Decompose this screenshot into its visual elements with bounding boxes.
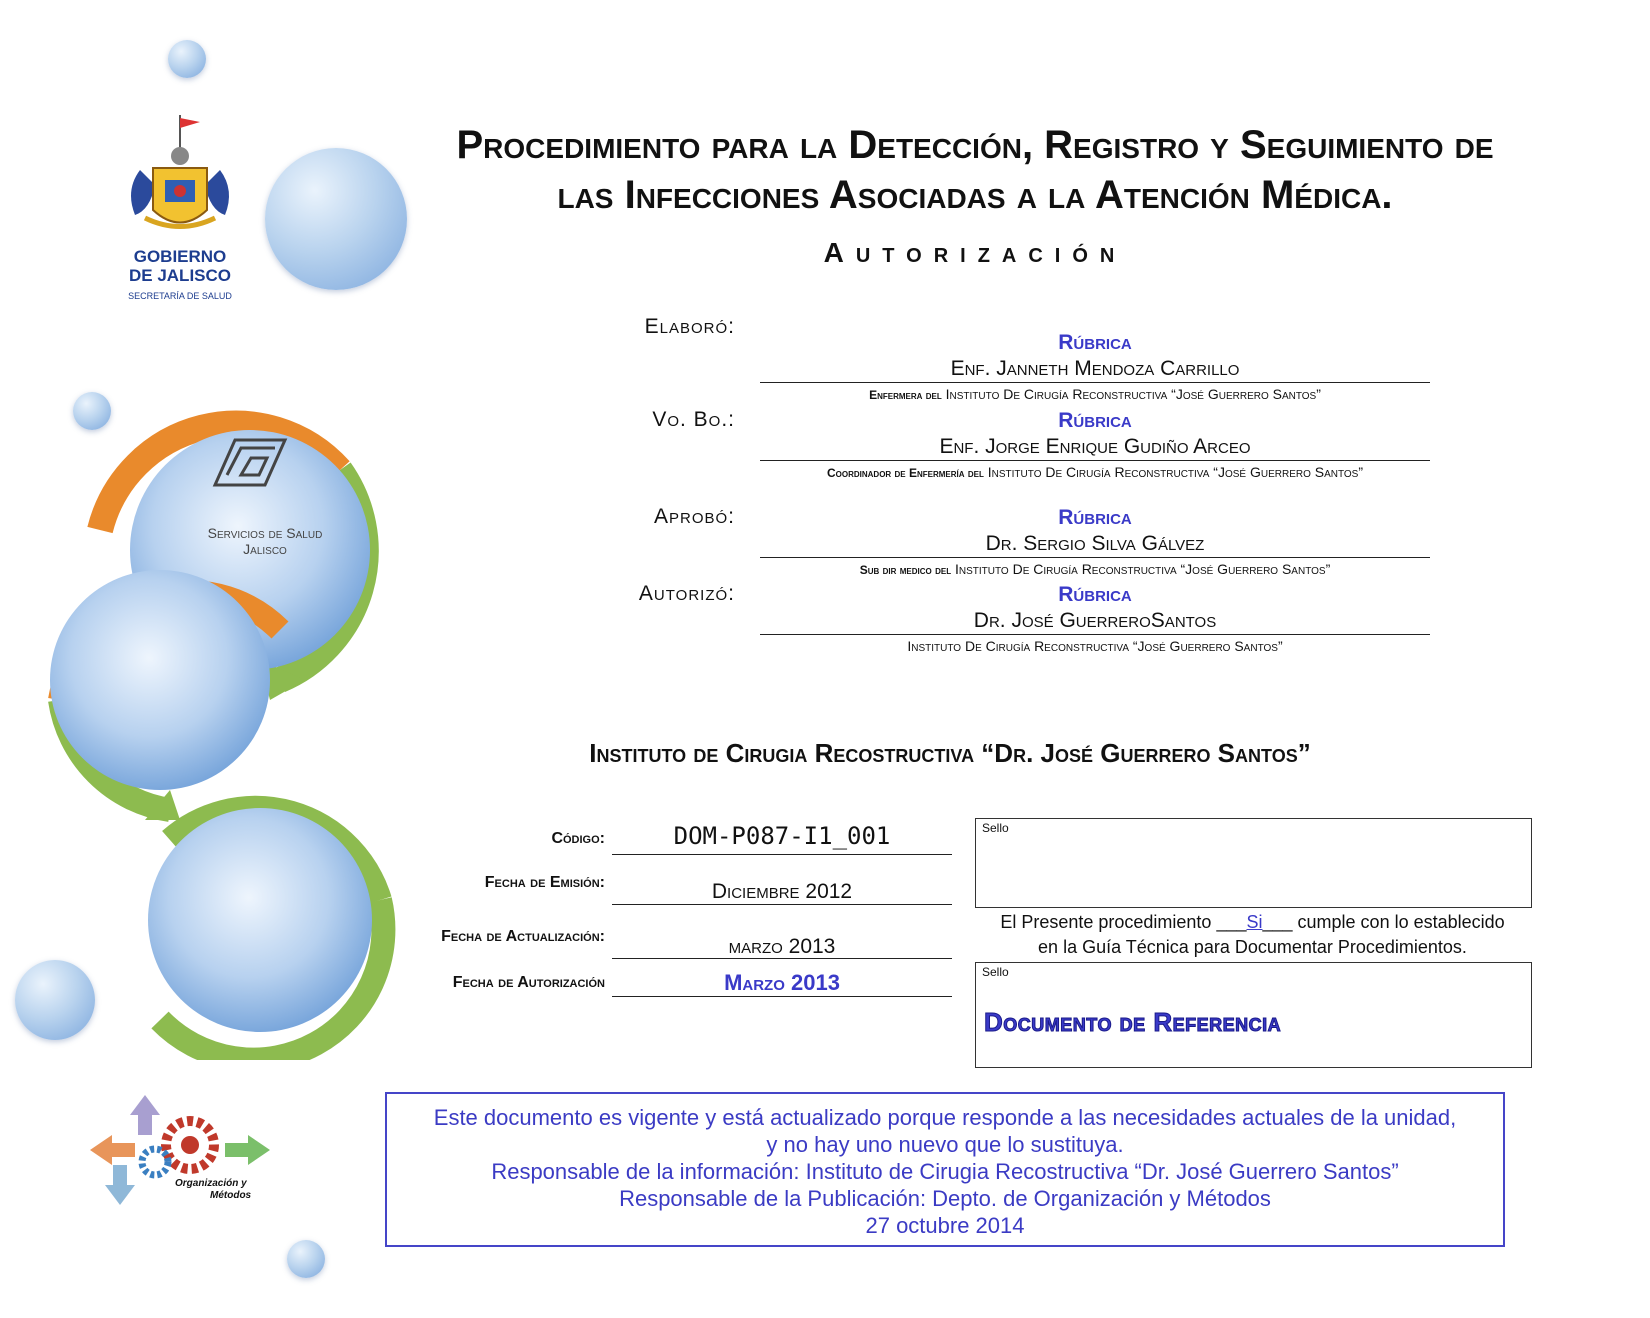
jalisco-label: DE JALISCO bbox=[128, 266, 232, 285]
sello-label: Sello bbox=[982, 965, 1009, 979]
title-line2: las Infecciones Asociadas a la Atención Médica. bbox=[557, 173, 1393, 217]
gobierno-jalisco-logo bbox=[115, 110, 245, 310]
notice-line3: Responsable de la información: Instituto de Cirugia Recostructiva “Dr. José Guerrero Santos” bbox=[491, 1159, 1399, 1184]
organizacion-metodos-logo bbox=[90, 1090, 280, 1210]
notice-line1: Este documento es vigente y está actualizado porque responde a las necesidades actuales de la unidad, bbox=[433, 1105, 1457, 1130]
fecha-emision-value: Diciembre 2012 bbox=[612, 874, 952, 905]
reference-stamp: Documento de Referencia bbox=[984, 1007, 1282, 1037]
signer-role bbox=[760, 635, 1430, 655]
gears-arrows-icon bbox=[90, 1090, 280, 1210]
compliance-statement bbox=[975, 910, 1530, 960]
rubrica-text: Rúbrica bbox=[1058, 506, 1132, 529]
gobierno-label: GOBIERNO bbox=[133, 247, 227, 266]
compliance-post: ___ cumple con lo establecido bbox=[1262, 912, 1505, 932]
rubrica-text: Rúbrica bbox=[1058, 583, 1132, 606]
signature-block bbox=[760, 505, 1430, 579]
om-line1: Organización y bbox=[175, 1178, 247, 1189]
autorizo-label: Autorizó: bbox=[638, 582, 735, 605]
fecha-actualizacion-label: Fecha de Actualización: bbox=[441, 928, 605, 945]
signer-institution: Instituto De Cirugía Reconstructiva “José Guerrero Santos” bbox=[954, 561, 1331, 577]
notice-line4: Responsable de la Publicación: Depto. de Organización y Métodos bbox=[619, 1186, 1271, 1211]
signature-block bbox=[760, 408, 1430, 482]
signer-role-title: Coordinador de Enfermería del bbox=[826, 466, 984, 480]
sello-box-bottom bbox=[975, 962, 1532, 1068]
signer-institution: Instituto De Cirugía Reconstructiva “José Guerrero Santos” bbox=[945, 386, 1321, 402]
section-subtitle: Autorización bbox=[823, 237, 1127, 268]
om-line2: Métodos bbox=[210, 1190, 252, 1201]
sello-box-top bbox=[975, 818, 1532, 908]
fecha-actualizacion-value: marzo 2013 bbox=[612, 926, 952, 959]
secretaria-label: SECRETARÍA DE SALUD bbox=[128, 291, 232, 301]
notice-line2: y no hay uno nuevo que lo sustituya. bbox=[766, 1132, 1124, 1157]
signer-institution: Instituto De Cirugía Reconstructiva “José Guerrero Santos” bbox=[987, 464, 1364, 480]
signer-role bbox=[760, 383, 1430, 404]
codigo-label: Código: bbox=[551, 830, 605, 847]
aprobo-label: Aprobó: bbox=[653, 505, 735, 528]
title-line1: Procedimiento para la Detección, Registro y Seguimiento de bbox=[456, 123, 1494, 167]
codigo-value: DOM-P087-I1_001 bbox=[612, 818, 952, 855]
rubrica-text: Rúbrica bbox=[1058, 409, 1132, 432]
fecha-autorizacion-value: Marzo 2013 bbox=[612, 966, 952, 997]
decor-arrows-graphic bbox=[20, 380, 420, 1060]
signer-role-title: Sub dir medico del bbox=[859, 563, 952, 577]
compliance-pre: El Presente procedimiento ___ bbox=[1000, 912, 1247, 932]
vobo-label: Vo. Bo.: bbox=[652, 408, 735, 431]
signer-role bbox=[760, 461, 1430, 482]
ssj-line2: Jalisco bbox=[243, 541, 287, 557]
elaboro-label: Elaboró: bbox=[644, 315, 735, 338]
signature-block bbox=[760, 330, 1430, 404]
signer-role bbox=[760, 558, 1430, 579]
validity-notice bbox=[385, 1092, 1505, 1247]
signer-name: Enf. Janneth Mendoza Carrillo bbox=[760, 356, 1430, 383]
decor-bubble bbox=[287, 1240, 325, 1278]
institute-heading: Instituto de Cirugia Recostructiva “Dr. José Guerrero Santos” bbox=[589, 738, 1311, 768]
ssj-line1: Servicios de Salud bbox=[207, 525, 323, 541]
signer-name: Dr. Sergio Silva Gálvez bbox=[760, 531, 1430, 558]
compliance-value: Si bbox=[1246, 912, 1263, 932]
coat-of-arms-icon bbox=[115, 110, 245, 250]
signature-block bbox=[760, 582, 1430, 655]
signer-name: Enf. Jorge Enrique Gudiño Arceo bbox=[760, 434, 1430, 461]
signer-name: Dr. José GuerreroSantos bbox=[760, 608, 1430, 635]
fecha-autorizacion-label: Fecha de Autorización bbox=[452, 974, 605, 991]
notice-line5: 27 octubre 2014 bbox=[865, 1213, 1025, 1238]
sello-label: Sello bbox=[982, 821, 1009, 835]
decor-bubble bbox=[168, 40, 206, 78]
fecha-emision-label: Fecha de Emisión: bbox=[484, 874, 605, 891]
signer-institution: Instituto De Cirugía Reconstructiva “José Guerrero Santos” bbox=[907, 638, 1283, 654]
document-title bbox=[360, 120, 1590, 220]
compliance-line2: en la Guía Técnica para Documentar Procedimientos. bbox=[1038, 937, 1467, 957]
ssj-logo-text bbox=[170, 525, 360, 557]
rubrica-text: Rúbrica bbox=[1058, 331, 1132, 354]
signer-role-title: Enfermera del bbox=[869, 388, 942, 402]
